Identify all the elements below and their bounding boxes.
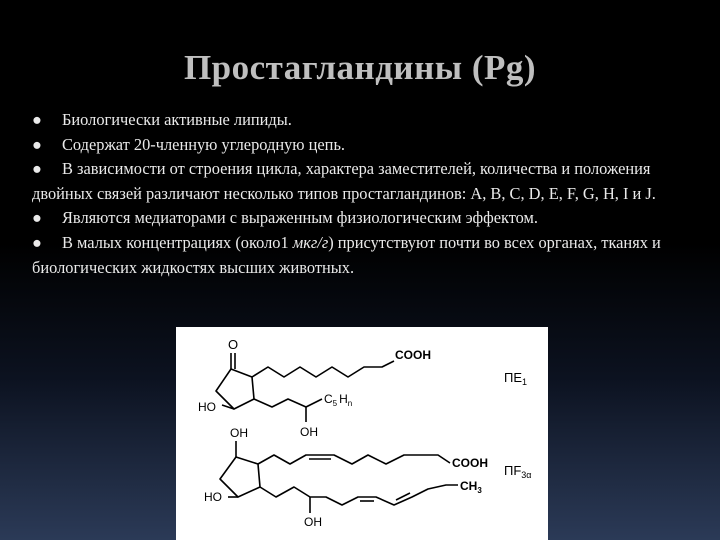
top-compound-sub: 1	[522, 377, 528, 387]
structures-svg	[176, 327, 548, 540]
top-keto-label: O	[228, 337, 239, 352]
top-side-oh-label: OH	[300, 425, 318, 439]
bottom-acid-label: COOH	[452, 456, 488, 470]
top-acid-label: COOH	[395, 348, 431, 362]
top-omega-chain	[254, 399, 322, 407]
bottom-compound-sub: 3α	[521, 470, 532, 480]
bullet-marker: ●	[32, 232, 42, 252]
bullet-item	[32, 157, 692, 206]
bullet-list	[32, 108, 692, 280]
top-cyclopentane-ring	[216, 369, 254, 409]
top-alpha-chain	[252, 361, 394, 377]
bottom-side-oh-label: OH	[304, 515, 322, 529]
bullet-text-post: ) присутствуют почти во всех органах, тканях и биологических жидкостях высших животных.	[32, 232, 661, 277]
bottom-methyl-sub: 3	[477, 486, 482, 495]
bottom-alpha-chain	[258, 455, 450, 464]
top-chain-formula	[324, 392, 352, 408]
bullet-marker: ●	[32, 159, 42, 179]
top-compound-name: ПЕ	[504, 370, 523, 385]
bullet-item	[32, 231, 692, 280]
bullet-marker: ●	[32, 134, 42, 154]
top-chain-c: C	[324, 392, 333, 406]
bottom-compound-name: ПF	[504, 463, 522, 478]
bullet-text-unit: мкг/г	[292, 232, 329, 252]
top-chain-h-sub: n	[347, 399, 353, 408]
bullet-text: Биологически активные липиды.	[62, 110, 292, 129]
bullet-marker: ●	[32, 208, 42, 228]
bottom-methyl-formula	[460, 479, 482, 495]
bullet-text: Являются медиаторами с выраженным физиологическим эффектом.	[62, 208, 539, 228]
bullet-marker: ●	[32, 110, 42, 129]
slide-title: Простагландины (Pg)	[183, 48, 537, 87]
top-chain-h: H	[339, 392, 348, 406]
top-compound-label	[504, 370, 527, 387]
bullet-item	[32, 108, 692, 133]
bottom-ring-oh-label: HO	[204, 490, 222, 504]
bullet-item	[32, 206, 692, 231]
bottom-cyclopentane-ring	[220, 457, 260, 497]
bullet-text: Содержат 20-членную углеродную цепь.	[62, 134, 346, 154]
top-chain-c-sub: 5	[332, 399, 338, 408]
bottom-methyl: CH	[460, 479, 478, 493]
bullet-text-pre: В малых концентрациях (около1	[62, 232, 293, 252]
bullet-item	[32, 133, 692, 158]
bottom-compound-label	[504, 463, 532, 480]
bottom-ring-oh-top-label: OH	[230, 426, 248, 440]
bullet-text: В зависимости от строения цикла, характера заместителей, количества и положения двойных связей различают несколько типов простагландинов: A, B, C, D, E, F, G, H, I и J.	[32, 159, 656, 203]
bottom-omega-chain	[260, 485, 458, 505]
top-ring-oh-label: HO	[198, 400, 216, 414]
prostaglandin-structures-figure	[176, 327, 548, 540]
